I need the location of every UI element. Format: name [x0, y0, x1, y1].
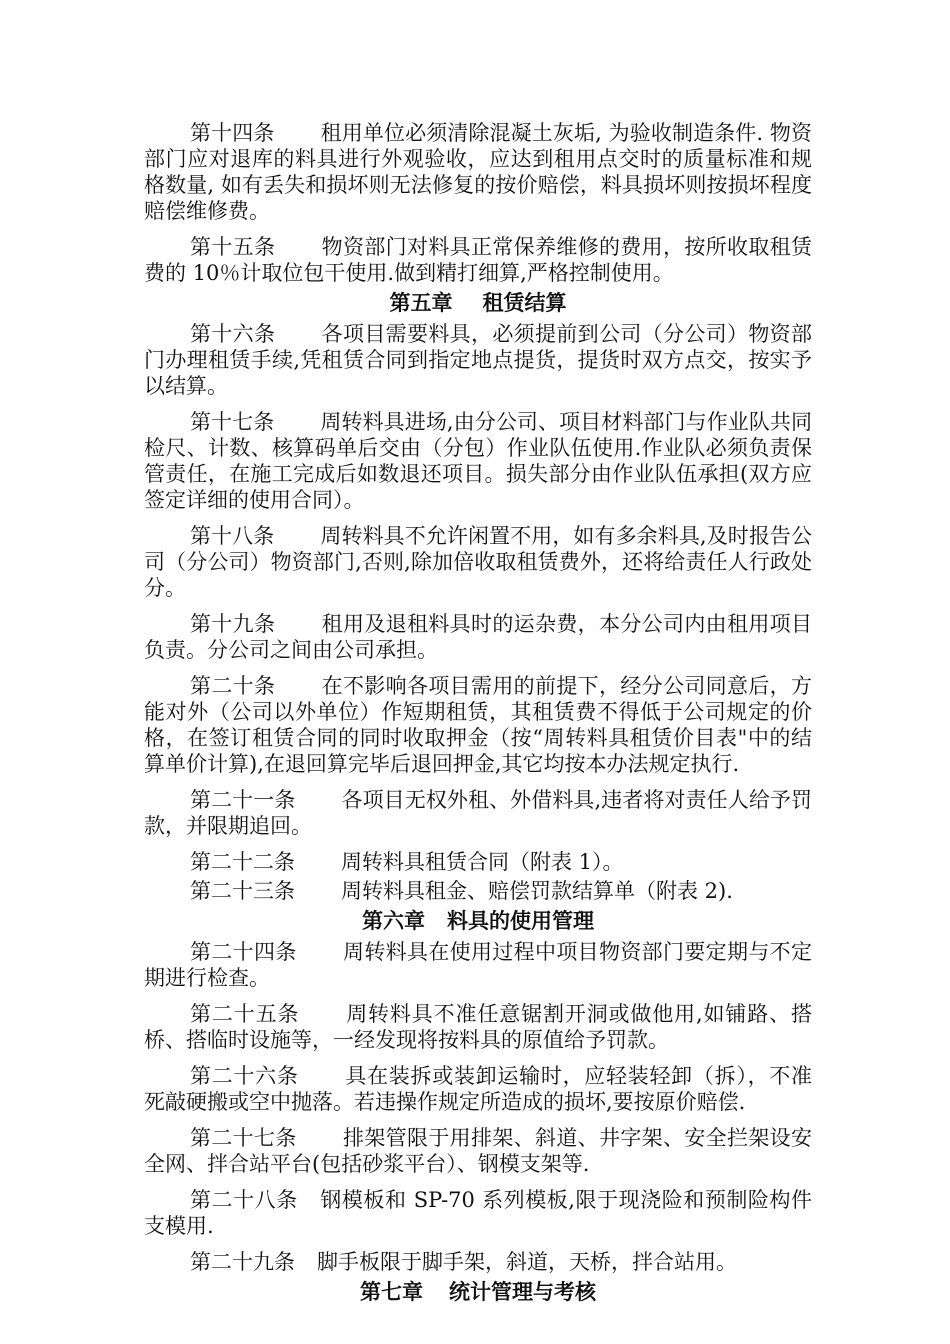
clause-number: 第二十三条	[190, 879, 295, 903]
clause-text: 物资部门对料具正常保养维修的费用，按所收取租赁费的 10％计取位包干使用.做到精打细算,严格控制使用。	[144, 235, 813, 285]
clause-text: 各项目需要料具，必须提前到公司（分公司）物资部门办理租赁手续,凭租赁合同到指定地点提货，提货时双方点交，按实予以结算。	[144, 322, 813, 398]
clause-text: 周转料具不允许闲置不用，如有多余料具,及时报告公司（分公司）物资部门,否则,除加倍收取租赁费外，还将给责任人行政处分。	[144, 524, 812, 600]
clause-text: 周转料具在使用过程中项目物资部门要定期与不定期进行检查。	[144, 940, 813, 990]
clause-number: 第十六条	[190, 322, 276, 346]
clause-24	[144, 939, 812, 991]
chapter-title: 料具的使用管理	[447, 909, 594, 933]
chapter-heading-6	[144, 907, 812, 935]
clause-20	[144, 673, 812, 777]
clause-23	[144, 878, 812, 904]
clause-number: 第十七条	[190, 410, 275, 434]
clause-25	[144, 1001, 812, 1053]
chapter-heading-7	[144, 1278, 812, 1306]
clause-17	[144, 409, 812, 513]
clause-number: 第二十四条	[190, 940, 297, 964]
clause-number: 第十五条	[190, 235, 276, 259]
clause-text: 在不影响各项目需用的前提下，经分公司同意后，方能对外（公司以外单位）作短期租赁，其租赁费不得低于公司规定的价格，在签订租赁合同的同时收取押金（按“周转料具租赁价目表"中的结算单价计算),在退回算完毕后退回押金,其它均按本办法规定执行.	[144, 674, 813, 776]
chapter-title: 统计管理与考核	[449, 1280, 596, 1304]
clause-18	[144, 523, 812, 601]
clause-number: 第十八条	[190, 524, 275, 548]
clause-29	[144, 1249, 812, 1275]
clause-28	[144, 1187, 812, 1239]
clause-22	[144, 849, 812, 875]
clause-21	[144, 787, 812, 839]
clause-15	[144, 234, 812, 286]
clause-27	[144, 1125, 812, 1177]
clause-number: 第二十六条	[190, 1064, 299, 1088]
clause-text: 周转料具进场,由分公司、项目材料部门与作业队共同检尺、计数、核算码单后交由（分包）作业队伍使用.作业队必须负责保管责任，在施工完成后如数退还项目。损失部分由作业队伍承担(双方应签定详细的使用合同）。	[144, 410, 812, 512]
clause-19	[144, 611, 812, 663]
clause-number: 第二十条	[190, 674, 276, 698]
clause-number: 第二十七条	[190, 1126, 297, 1150]
chapter-title: 租赁结算	[482, 291, 567, 315]
document-page	[144, 120, 812, 1310]
clause-text: 各项目无权外租、外借料具,违者将对责任人给予罚款，并限期追回。	[144, 788, 812, 838]
clause-number: 第二十五条	[190, 1002, 300, 1026]
chapter-number: 第五章	[389, 291, 453, 315]
chapter-number: 第七章	[360, 1280, 423, 1304]
clause-text: 周转料具租金、赔偿罚款结算单（附表 2).	[341, 879, 733, 903]
clause-text: 具在装拆或装卸运输时，应轻装轻卸（拆），不准死敲硬搬或空中抛落。若违操作规定所造成的损坏,要按原价赔偿.	[144, 1064, 813, 1114]
clause-number: 第十九条	[190, 612, 276, 636]
clause-26	[144, 1063, 812, 1115]
clause-text: 脚手板限于脚手架，斜道，天桥，拌合站用。	[317, 1250, 737, 1274]
clause-text: 钢模板和 SP-70 系列模板,限于现浇险和预制险构件支模用.	[144, 1188, 813, 1238]
clause-text: 周转料具不准任意锯割开洞或做他用,如铺路、搭桥、搭临时设施等，一经发现将按料具的原值给予罚款。	[144, 1002, 812, 1052]
clause-text: 租用及退租料具时的运杂费，本分公司内由租用项目负责。分公司之间由公司承担。	[144, 612, 813, 662]
clause-text: 租用单位必须清除混凝土灰垢, 为验收制造条件. 物资部门应对退库的料具进行外观验收，应达到租用点交时的质量标准和规格数量, 如有丢失和损坏则无法修复的按价赔偿，料具损坏则按损坏程度赔偿维修费。	[144, 121, 813, 223]
clause-number: 第二十八条	[190, 1188, 298, 1212]
clause-number: 第二十二条	[190, 850, 295, 874]
clause-number: 第十四条	[190, 121, 275, 145]
clause-16	[144, 321, 812, 399]
chapter-number: 第六章	[362, 909, 425, 933]
chapter-heading-5	[144, 289, 812, 317]
clause-text: 排架管限于用排架、斜道、井字架、安全拦架设安全网、拌合站平台(包括砂浆平台）、钢模支架等.	[144, 1126, 813, 1176]
clause-14	[144, 120, 812, 224]
clause-number: 第二十一条	[190, 788, 296, 812]
clause-text: 周转料具租赁合同（附表 1）。	[341, 850, 624, 874]
clause-number: 第二十九条	[190, 1250, 295, 1274]
